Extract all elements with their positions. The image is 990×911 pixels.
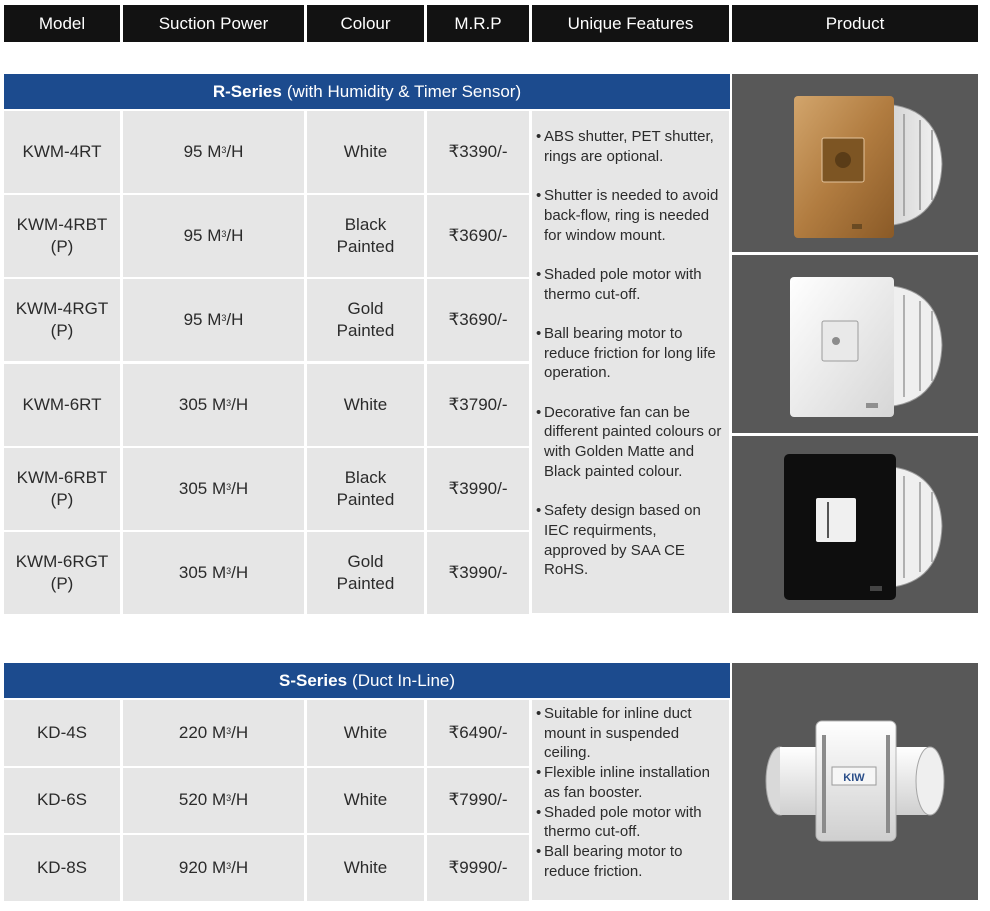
model-value: KWM-6RT bbox=[22, 394, 102, 414]
s-series-features bbox=[532, 700, 729, 900]
feature-item: • Ball bearing motor to reduce friction. bbox=[536, 842, 683, 880]
r-series-row-3-colour-cell bbox=[307, 279, 424, 361]
header-suction-power bbox=[123, 5, 304, 42]
r-series-row-6-mrp-cell bbox=[427, 532, 529, 614]
r-series-row-2-colour-cell bbox=[307, 195, 424, 277]
header-colour bbox=[307, 5, 424, 42]
s-series-row-2-model-cell bbox=[4, 768, 120, 834]
mrp-value: ₹3990/- bbox=[448, 478, 508, 498]
r-series-row-1-power-cell bbox=[123, 111, 304, 193]
s-series-title-rest: (Duct In-Line) bbox=[352, 670, 456, 690]
bullet-icon: • bbox=[536, 842, 542, 860]
header-mrp bbox=[427, 5, 529, 42]
inline-duct-fan-image bbox=[732, 663, 978, 900]
r-series-row-2-model-cell bbox=[4, 195, 120, 277]
colour-value: White bbox=[343, 857, 388, 877]
s-series-row-2-power-cell bbox=[123, 768, 304, 834]
colour-value: Black Painted bbox=[336, 467, 395, 509]
s-series-row-3-mrp-cell bbox=[427, 835, 529, 901]
header-model bbox=[4, 5, 120, 42]
s-series-row-3-colour-cell bbox=[307, 835, 424, 901]
r-series-title-bold: R-Series bbox=[212, 81, 282, 101]
model-value: KD-8S bbox=[36, 857, 88, 877]
suction-power-value: 920 $M^3/H$ bbox=[178, 857, 249, 877]
s-series-row-1-model-cell bbox=[4, 700, 120, 766]
suction-power-value: 95 $M^3/H$ bbox=[183, 310, 244, 330]
header-suction-label: Suction Power bbox=[158, 13, 269, 33]
colour-value: Gold Painted bbox=[336, 299, 395, 341]
bullet-icon: • bbox=[536, 502, 542, 520]
r-series-row-1-colour-cell bbox=[307, 111, 424, 193]
colour-value: White bbox=[343, 790, 388, 810]
header-mrp-label: M.R.P bbox=[454, 13, 502, 33]
model-value: KWM-4RT bbox=[22, 142, 102, 161]
model-value: KWM-6RGT (P) bbox=[15, 552, 109, 593]
r-series-title-rest: (with Humidity & Timer Sensor) bbox=[286, 81, 522, 101]
colour-value: White bbox=[343, 142, 388, 161]
r-series-row-4-colour-cell bbox=[307, 364, 424, 446]
mrp-value: ₹3990/- bbox=[448, 563, 508, 582]
duct-fan-brand: KIW bbox=[843, 772, 865, 784]
bullet-icon: • bbox=[536, 128, 542, 145]
suction-power-value: 220 $M^3/H$ bbox=[178, 722, 249, 742]
feature-item: • ABS shutter, PET shutter, rings are optional. bbox=[536, 128, 714, 165]
r-series-row-5-colour-cell bbox=[307, 448, 424, 530]
model-value: KD-6S bbox=[36, 790, 88, 810]
s-series-row-1-colour-cell bbox=[307, 700, 424, 766]
bullet-icon: • bbox=[536, 705, 542, 722]
r-series-row-6-colour-cell bbox=[307, 532, 424, 614]
mrp-value: ₹3690/- bbox=[448, 226, 508, 246]
feature-item: • Suitable for inline duct mount in suspended ceiling. bbox=[536, 705, 692, 762]
header-product-label: Product bbox=[825, 13, 885, 33]
r-series-row-1-model-cell bbox=[4, 111, 120, 193]
s-series-title-bold: S-Series bbox=[278, 670, 348, 690]
model-value: KWM-4RGT (P) bbox=[15, 299, 109, 341]
r-series-row-3-power-cell bbox=[123, 279, 304, 361]
r-series-row-2-power-cell bbox=[123, 195, 304, 277]
suction-power-value: 305 $M^3/H$ bbox=[178, 563, 249, 582]
r-series-row-1-mrp-cell bbox=[427, 111, 529, 193]
bullet-icon: • bbox=[536, 265, 542, 283]
header-features bbox=[532, 5, 729, 42]
suction-power-value: 520 $M^3/H$ bbox=[178, 790, 249, 810]
r-series-row-3-model-cell bbox=[4, 279, 120, 361]
s-series-row-2-mrp-cell bbox=[427, 768, 529, 834]
r-series-features bbox=[532, 111, 729, 613]
suction-power-value: 305 $M^3/H$ bbox=[178, 394, 249, 414]
r-series-row-6-power-cell bbox=[123, 532, 304, 614]
r-series-row-2-mrp-cell bbox=[427, 195, 529, 277]
r-series-row-4-power-cell bbox=[123, 364, 304, 446]
gold-exhaust-fan-image bbox=[732, 74, 978, 252]
s-series-row-1-mrp-cell bbox=[427, 700, 529, 766]
model-value: KD-4S bbox=[36, 722, 88, 742]
s-series-title bbox=[4, 663, 730, 698]
suction-power-value: 95 $M^3/H$ bbox=[183, 226, 244, 246]
mrp-value: ₹3690/- bbox=[448, 310, 508, 330]
r-series-row-4-model-cell bbox=[4, 364, 120, 446]
r-series-row-5-mrp-cell bbox=[427, 448, 529, 530]
feature-item: • Ball bearing motor to reduce friction for long life operation. bbox=[536, 324, 716, 382]
colour-value: White bbox=[343, 722, 388, 742]
bullet-icon: • bbox=[536, 324, 542, 342]
feature-item: • Shutter is needed to avoid back-flow, ring is needed for window mount. bbox=[536, 187, 719, 244]
colour-value: White bbox=[343, 394, 388, 414]
feature-item: • Safety design based on IEC requirments, approved by SAA CE RoHS. bbox=[536, 502, 701, 579]
bullet-icon: • bbox=[536, 403, 542, 421]
s-series-row-3-model-cell bbox=[4, 835, 120, 901]
bullet-icon: • bbox=[536, 187, 542, 205]
feature-item: • Shaded pole motor with thermo cut-off. bbox=[536, 265, 702, 303]
header-colour-label: Colour bbox=[340, 13, 391, 33]
mrp-value: ₹3390/- bbox=[448, 142, 508, 161]
model-value: KWM-4RBT (P) bbox=[16, 215, 108, 257]
s-series-row-2-colour-cell bbox=[307, 768, 424, 834]
header-features-label: Unique Features bbox=[567, 13, 694, 33]
model-value: KWM-6RBT (P) bbox=[16, 467, 108, 509]
header-product bbox=[732, 5, 978, 42]
mrp-value: ₹6490/- bbox=[448, 722, 508, 742]
r-series-row-5-power-cell bbox=[123, 448, 304, 530]
mrp-value: ₹3790/- bbox=[448, 394, 508, 414]
suction-power-value: 95 $M^3/H$ bbox=[183, 142, 244, 161]
s-series-row-3-power-cell bbox=[123, 835, 304, 901]
feature-item: • Shaded pole motor with thermo cut-off. bbox=[536, 803, 702, 841]
mrp-value: ₹9990/- bbox=[448, 857, 508, 877]
black-exhaust-fan-image bbox=[732, 436, 978, 613]
white-exhaust-fan-image bbox=[732, 255, 978, 433]
s-series-row-1-power-cell bbox=[123, 700, 304, 766]
mrp-value: ₹7990/- bbox=[448, 790, 508, 810]
bullet-icon: • bbox=[536, 764, 542, 782]
feature-item: • Flexible inline installation as fan booster. bbox=[536, 764, 710, 801]
feature-item: • Decorative fan can be different painted colours or with Golden Matte and Black painted colour. bbox=[536, 403, 722, 480]
header-model-label: Model bbox=[38, 13, 86, 33]
r-series-title bbox=[4, 74, 730, 109]
bullet-icon: • bbox=[536, 803, 542, 821]
colour-value: Gold Painted bbox=[336, 552, 395, 593]
colour-value: Black Painted bbox=[336, 215, 395, 257]
suction-power-value: 305 $M^3/H$ bbox=[178, 478, 249, 498]
r-series-row-6-model-cell bbox=[4, 532, 120, 614]
r-series-row-4-mrp-cell bbox=[427, 364, 529, 446]
r-series-row-5-model-cell bbox=[4, 448, 120, 530]
r-series-row-3-mrp-cell bbox=[427, 279, 529, 361]
